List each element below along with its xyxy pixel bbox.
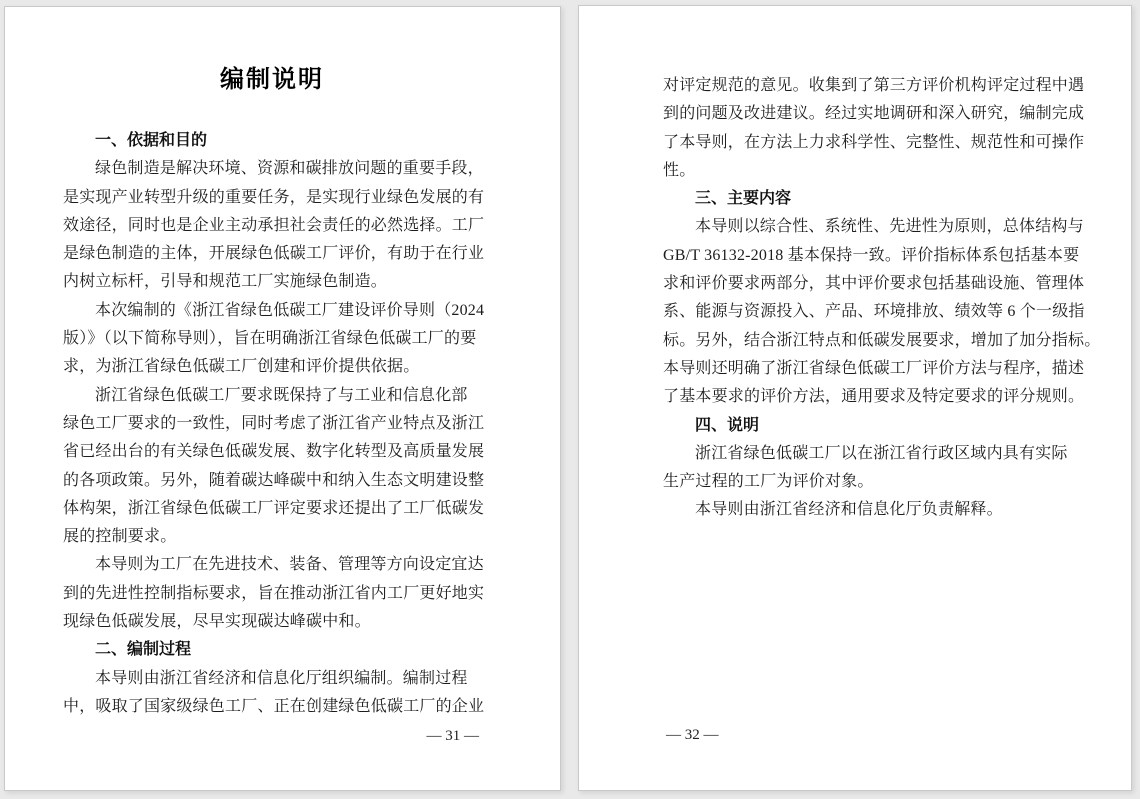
paragraph-line: 浙江省绿色低碳工厂以在浙江省行政区域内具有实际 [695,444,1068,462]
document-page-31 [4,6,561,791]
paragraph-line: 本导则由浙江省经济和信息化厅组织编制。编制过程 [95,669,468,687]
page-number-32: — 32 — [666,727,719,743]
paragraph-line: 到的问题及改进建议。经过实地调研和深入研究，编制完成 [663,105,1085,123]
paragraph-line: 是实现产业转型升级的重要任务，是实现行业绿色发展的有 [63,188,485,206]
section-heading: 二、编制过程 [95,641,192,659]
paragraph-line: 到的先进性控制指标要求，旨在推动浙江省内工厂更好地实 [63,584,485,602]
paragraph-line: 标。另外，结合浙江特点和低碳发展要求，增加了加分指标。 [663,331,1101,349]
paragraph-line: 对评定规范的意见。收集到了第三方评价机构评定过程中遇 [663,77,1085,94]
text-column [63,63,485,721]
paragraph-line: 浙江省绿色低碳工厂要求既保持了与工业和信息化部 [95,386,468,404]
text-column [663,72,1101,525]
paragraph-line: 本导则由浙江省经济和信息化厅负责解释。 [695,501,1003,519]
paragraph-line: 求和评价要求两部分，其中评价要求包括基础设施、管理体 [663,275,1085,293]
document-title: 编制说明 [220,67,324,93]
section-heading: 一、依据和目的 [95,132,208,149]
paragraph-line: 的各项政策。另外，随着碳达峰碳中和纳入生态文明建设整 [63,471,485,489]
paragraph-line: 展的控制要求。 [63,528,177,546]
paragraph-line: 了基本要求的评价方法，通用要求及特定要求的评分规则。 [663,388,1085,406]
paragraph-line: 效途径，同时也是企业主动承担社会责任的必然选择。工厂 [63,216,485,234]
paragraph-line: 内树立标杆，引导和规范工厂实施绿色制造。 [63,273,388,291]
paragraph-line: 生产过程的工厂为评价对象。 [663,473,874,491]
paragraph-line: 性。 [663,161,696,179]
page-number-31: — 31 — [426,728,479,744]
paragraph-line: 系、能源与资源投入、产品、环境排放、绩效等 6 个一级指 [663,303,1085,321]
section-heading: 三、主要内容 [695,190,792,208]
paragraph-line: 是绿色制造的主体，开展绿色低碳工厂评价，有助于在行业 [63,245,485,263]
paragraph-line: 绿色工厂要求的一致性，同时考虑了浙江省产业特点及浙江 [63,414,485,432]
paragraph-line: 求，为浙江省绿色低碳工厂创建和评价提供依据。 [63,358,420,376]
paragraph-line: 中，吸取了国家级绿色工厂、正在创建绿色低碳工厂的企业 [63,697,485,715]
paragraph-line: GB/T 36132-2018 基本保持一致。评价指标体系包括基本要 [663,246,1080,264]
paragraph-line: 了本导则，在方法上力求科学性、完整性、规范性和可操作 [663,133,1085,151]
paragraph-line: 体构架，浙江省绿色低碳工厂评定要求还提出了工厂低碳发 [63,499,485,517]
paragraph-line: 本次编制的《浙江省绿色低碳工厂建设评价导则（2024 [95,301,485,319]
document-page-32 [578,5,1132,791]
paragraph-line: 本导则以综合性、系统性、先进性为原则，总体结构与 [695,218,1084,236]
paragraph-line: 现绿色低碳发展，尽早实现碳达峰碳中和。 [63,613,371,631]
paragraph-line: 本导则还明确了浙江省绿色低碳工厂评价方法与程序，描述 [663,359,1085,377]
paragraph-line: 版）》（以下简称导则），旨在明确浙江省绿色低碳工厂的要 [63,330,477,348]
paragraph-line: 省已经出台的有关绿色低碳发展、数字化转型及高质量发展 [63,443,485,461]
section-heading: 四、说明 [695,416,760,434]
paragraph-line: 本导则为工厂在先进技术、装备、管理等方向设定宜达 [95,556,484,574]
paragraph-line: 绿色制造是解决环境、资源和碳排放问题的重要手段， [95,160,484,178]
